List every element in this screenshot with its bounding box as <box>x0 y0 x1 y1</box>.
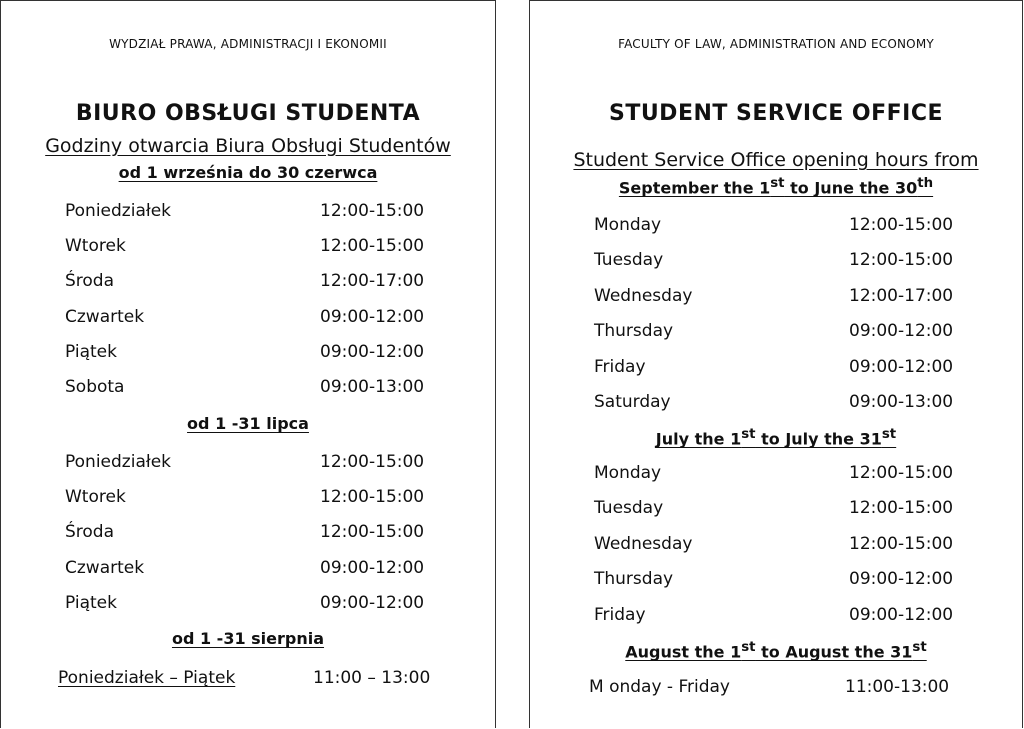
hours-value: 09:00-12:00 <box>849 321 954 341</box>
hours-value: 09:00-13:00 <box>849 392 954 412</box>
hours-value: 12:00-17:00 <box>320 271 425 291</box>
ordinal-suffix: st <box>741 427 756 442</box>
day-label: Wtorek <box>65 487 126 507</box>
section-heading-text: July the 1 <box>655 429 742 449</box>
section-heading <box>530 427 1022 448</box>
faculty-name: FACULTY OF LAW, ADMINISTRATION AND ECONOMY <box>618 37 934 51</box>
hours-value: 12:00-15:00 <box>849 215 954 235</box>
hours-value: 12:00-15:00 <box>849 534 954 554</box>
day-label: Poniedziałek – Piątek <box>58 668 236 688</box>
ordinal-suffix: st <box>912 640 927 655</box>
section-heading-text: to August the 31 <box>755 642 913 662</box>
day-label: Thursday <box>594 321 674 341</box>
day-label: Tuesday <box>594 498 664 518</box>
section-heading-text: to July the 31 <box>755 429 882 449</box>
day-label: Piątek <box>65 342 117 362</box>
hours-value: 12:00-15:00 <box>849 463 954 483</box>
hours-value: 11:00 – 13:00 <box>313 668 431 688</box>
day-label: Friday <box>594 357 646 377</box>
day-label: Monday <box>594 463 662 483</box>
day-label: Środa <box>65 271 115 291</box>
day-label: Sobota <box>65 377 125 397</box>
page-subtitle: Student Service Office opening hours from <box>573 149 979 171</box>
hours-value: 09:00-12:00 <box>849 605 954 625</box>
day-label: Piątek <box>65 593 117 613</box>
day-label: Saturday <box>594 392 671 412</box>
page-title: STUDENT SERVICE OFFICE <box>608 101 944 126</box>
day-label: Poniedziałek <box>65 201 171 221</box>
page-title: BIURO OBSŁUGI STUDENTA <box>75 101 421 126</box>
faculty-name: WYDZIAŁ PRAWA, ADMINISTRACJI I EKONOMII <box>109 37 387 51</box>
hours-value: 11:00-13:00 <box>845 677 950 697</box>
hours-value: 09:00-13:00 <box>320 377 425 397</box>
hours-value: 12:00-15:00 <box>320 201 425 221</box>
day-label: Wtorek <box>65 236 126 256</box>
section-heading-text: to June the 30 <box>784 178 918 198</box>
day-label: Czwartek <box>65 307 145 327</box>
ordinal-suffix: st <box>770 176 785 191</box>
day-label: Tuesday <box>594 250 664 270</box>
section-heading-text: September the 1 <box>618 178 771 198</box>
hours-value: 12:00-17:00 <box>849 286 954 306</box>
polish-page <box>0 0 496 728</box>
hours-value: 09:00-12:00 <box>320 558 425 578</box>
section-heading: od 1 września do 30 czerwca <box>118 163 378 182</box>
day-label: Monday <box>594 215 662 235</box>
hours-value: 12:00-15:00 <box>849 250 954 270</box>
english-page <box>529 0 1023 728</box>
day-label: Wednesday <box>594 286 693 306</box>
hours-value: 12:00-15:00 <box>320 487 425 507</box>
hours-value: 09:00-12:00 <box>849 569 954 589</box>
hours-value: 09:00-12:00 <box>849 357 954 377</box>
hours-value: 09:00-12:00 <box>320 593 425 613</box>
day-label: Czwartek <box>65 558 145 578</box>
section-heading: od 1 -31 lipca <box>187 414 309 433</box>
hours-value: 12:00-15:00 <box>320 452 425 472</box>
section-heading-text: August the 1 <box>625 642 742 662</box>
hours-value: 09:00-12:00 <box>320 342 425 362</box>
day-label: M onday - Friday <box>589 677 730 697</box>
section-heading: od 1 -31 sierpnia <box>171 629 325 648</box>
ordinal-suffix: th <box>917 176 934 191</box>
day-label: Środa <box>65 522 115 542</box>
hours-value: 12:00-15:00 <box>320 522 425 542</box>
ordinal-suffix: st <box>741 640 756 655</box>
day-label: Thursday <box>594 569 674 589</box>
section-heading <box>530 176 1022 197</box>
day-label: Wednesday <box>594 534 693 554</box>
day-label: Friday <box>594 605 646 625</box>
ordinal-suffix: st <box>881 427 897 442</box>
hours-value: 12:00-15:00 <box>320 236 425 256</box>
hours-value: 12:00-15:00 <box>849 498 954 518</box>
day-label: Poniedziałek <box>65 452 171 472</box>
page-subtitle: Godziny otwarcia Biura Obsługi Studentów <box>45 135 451 157</box>
hours-value: 09:00-12:00 <box>320 307 425 327</box>
section-heading <box>530 640 1022 661</box>
